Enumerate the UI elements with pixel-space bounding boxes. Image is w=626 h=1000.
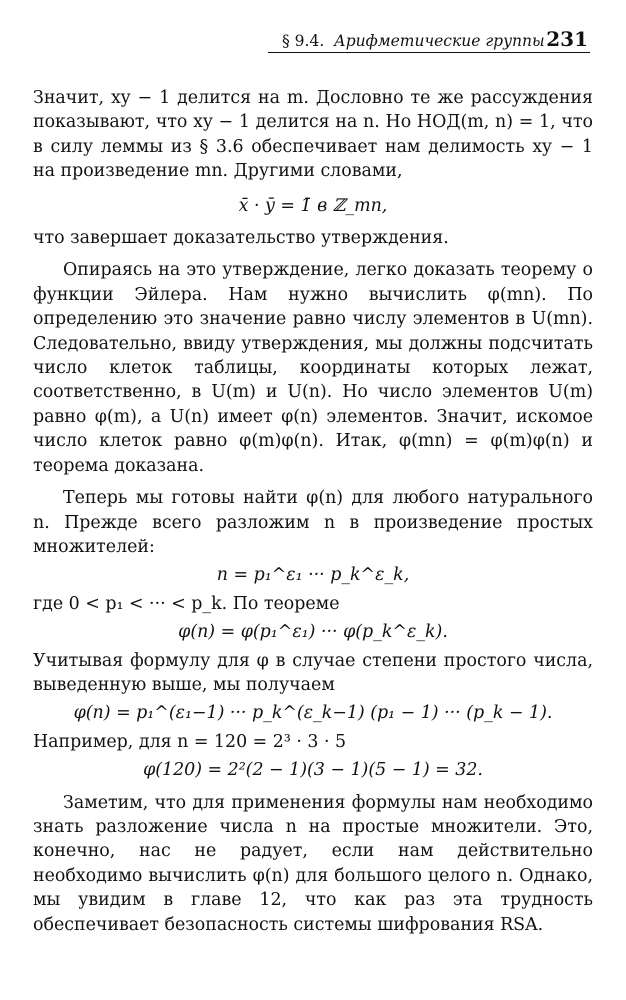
running-header <box>268 28 590 53</box>
paragraph-6: Учитывая формулу для φ в случае степени простого числа, выведенную выше, мы получаем <box>33 650 593 695</box>
equation-5: φ(120) = 2²(2 − 1)(3 − 1)(5 − 1) = 32. <box>143 760 483 781</box>
equation-3: φ(n) = φ(p₁^ε₁) ··· φ(p_k^ε_k). <box>178 622 448 643</box>
section-number: § 9.4. <box>282 32 325 50</box>
section-title: Арифметические группы <box>334 32 545 50</box>
page-body <box>33 86 593 937</box>
paragraph-2: что завершает доказательство утверждения. <box>33 228 449 249</box>
paragraph-5: где 0 < p₁ < ··· < p_k. По теореме <box>33 593 340 614</box>
equation-2: n = p₁^ε₁ ··· p_k^ε_k, <box>216 565 410 586</box>
paragraph-3: Опираясь на это утверждение, легко доказать теорему о функции Эйлера. Нам нужно вычислить φ(mn). По определению это значение равно числу элементов в U(mn). Следовательно, ввиду утверждения, мы должны подсчитать число клеток таблицы, координаты которых лежат, соответственно, в U(m) и U(n). Но число элементов U(m) равно φ(m), а U(n) имеет φ(n) элементов. Значит, искомое число клеток равно φ(m)φ(n). Итак, φ(mn) = φ(m)φ(n) и теорема доказана. <box>33 260 593 476</box>
equation-1: x̄ · ȳ = 1̄ в ℤ_mn, <box>238 195 388 216</box>
paragraph-8: Заметим, что для применения формулы нам необходимо знать разложение числа n на простые множители. Это, конечно, нас не радует, если нам действительно необходимо вычислить φ(n) для большого целого n. Однако, мы увидим в главе 12, что как раз эта трудность обеспечивает безопасность системы шифрования RSA. <box>33 792 593 935</box>
paragraph-7: Например, для n = 120 = 2³ · 3 · 5 <box>33 731 347 752</box>
paragraph-1: Значит, xy − 1 делится на m. Дословно те же рассуждения показывают, что xy − 1 делится на n. Но НОД(m, n) = 1, что в силу леммы из § 3.6 обеспечивает нам делимость xy − 1 на произведение mn. Другими словами, <box>33 88 593 182</box>
page-number: 231 <box>546 27 588 51</box>
paragraph-4: Теперь мы готовы найти φ(n) для любого натурального n. Прежде всего разложим n в произведение простых множителей: <box>33 488 593 557</box>
equation-4: φ(n) = p₁^(ε₁−1) ··· p_k^(ε_k−1) (p₁ − 1) ··· (p_k − 1). <box>73 703 553 724</box>
